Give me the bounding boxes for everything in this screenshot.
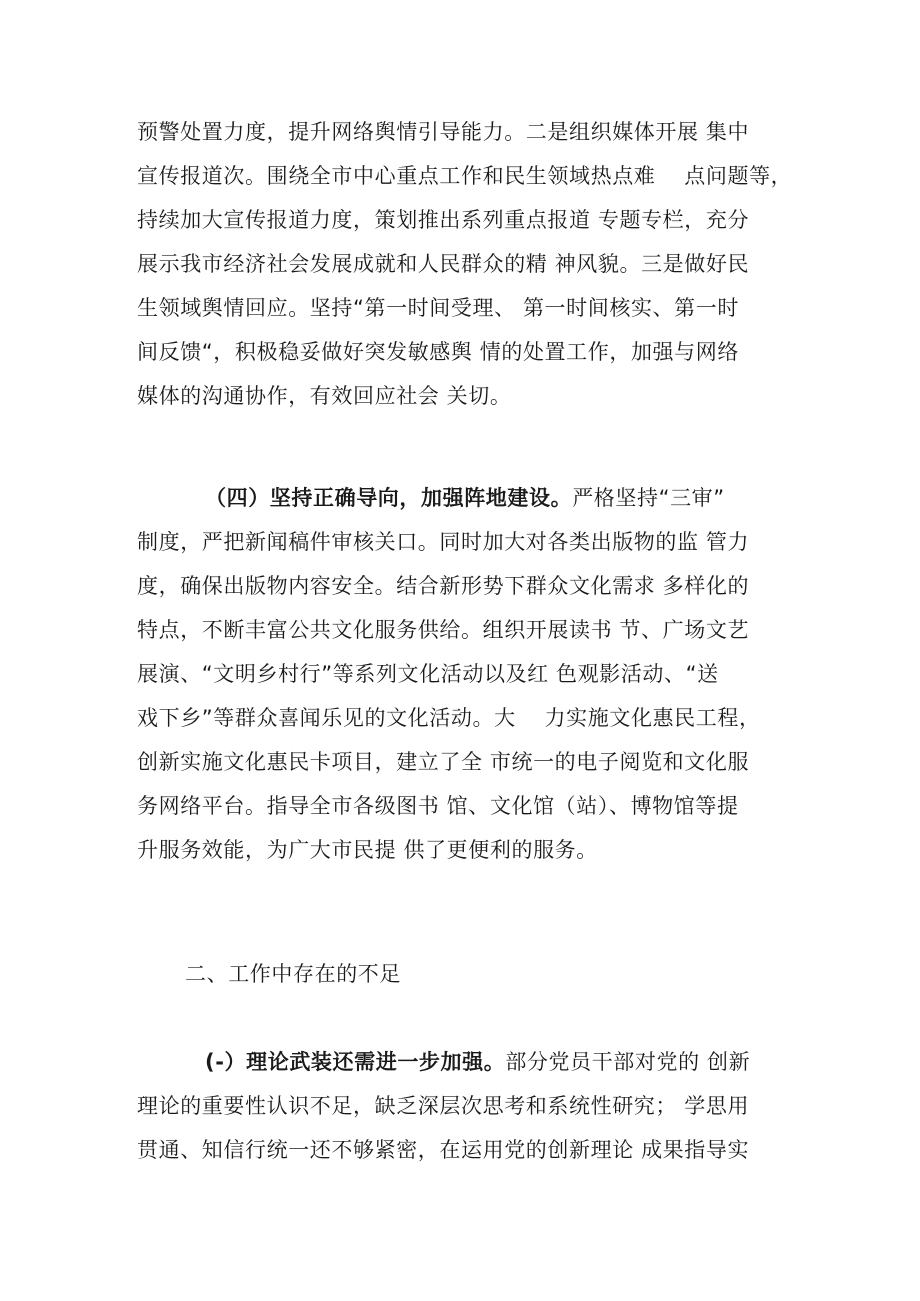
paragraph-theory (137, 1040, 797, 1172)
text-line: 贯通、知信行统一还不够紧密，在运用党的创新理论 成果指导实 (137, 1138, 750, 1162)
text-line: 度，确保出版物内容安全。结合新形势下群众文化需求 多样化的 (137, 574, 750, 598)
paragraph-lead-title: (-）理论武装还需进一步加强。 (205, 1050, 506, 1074)
paragraph-public-opinion (137, 110, 797, 418)
text-line: 制度，严把新闻稿件审核关口。同时加大对各类出版物的监 管力 (137, 530, 750, 554)
text-line: 务网络平台。指导全市各级图书 馆、文化馆（站）、博物馆等提 (137, 794, 739, 818)
text-line: 间反馈“，积极稳妥做好突发敏感舆 情的处置工作，加强与网络 (137, 340, 739, 364)
text-line: 媒体的沟通协作，有效回应社会 关切。 (137, 384, 512, 408)
text-line: 展示我市经济社会发展成就和人民群众的精 神风貌。三是做好民 (137, 252, 750, 276)
paragraph-lead-text: 严格坚持“三审” (572, 486, 725, 510)
text-line: 戏下乡”等群众喜闻乐见的文化活动。大 力实施文化惠民工程， (137, 706, 761, 730)
text-line: 创新实施文化惠民卡项目，建立了全 市统一的电子阅览和文化服 (137, 750, 750, 774)
section-heading-text: 二、工作中存在的不足 (185, 962, 401, 986)
paragraph-lead-title: （四）坚持正确导向，加强阵地建设。 (205, 486, 573, 510)
text-line: 展演、“文明乡村行”等系列文化活动以及红 色观影活动、“送 (137, 662, 719, 686)
text-line: 生领域舆情回应。坚持“第一时间受理、 第一时间核实、第一时 (137, 296, 739, 320)
text-line: 升服务效能，为广大市民提 供了更便利的服务。 (137, 838, 598, 862)
text-line: 理论的重要性认识不足，缺乏深层次思考和系统性研究； 学思用 (137, 1094, 750, 1118)
text-line: 特点，不断丰富公共文化服务供给。组织开展读书 节、广场文艺 (137, 618, 750, 642)
text-line-first (137, 476, 797, 520)
text-line: 持续加大宣传报道力度，策划推出系列重点报道 专题专栏，充分 (137, 208, 750, 232)
section-heading (185, 952, 845, 996)
text-line: 宣传报道次。围绕全市中心重点工作和民生领域热点难 点问题等， (137, 164, 793, 188)
text-line-first (137, 1040, 797, 1084)
text-line: 预警处置力度，提升网络舆情引导能力。二是组织媒体开展 集中 (137, 120, 750, 144)
paragraph-guidance (137, 476, 797, 872)
paragraph-lead-text: 部分党员干部对党的 创新 (505, 1050, 751, 1074)
